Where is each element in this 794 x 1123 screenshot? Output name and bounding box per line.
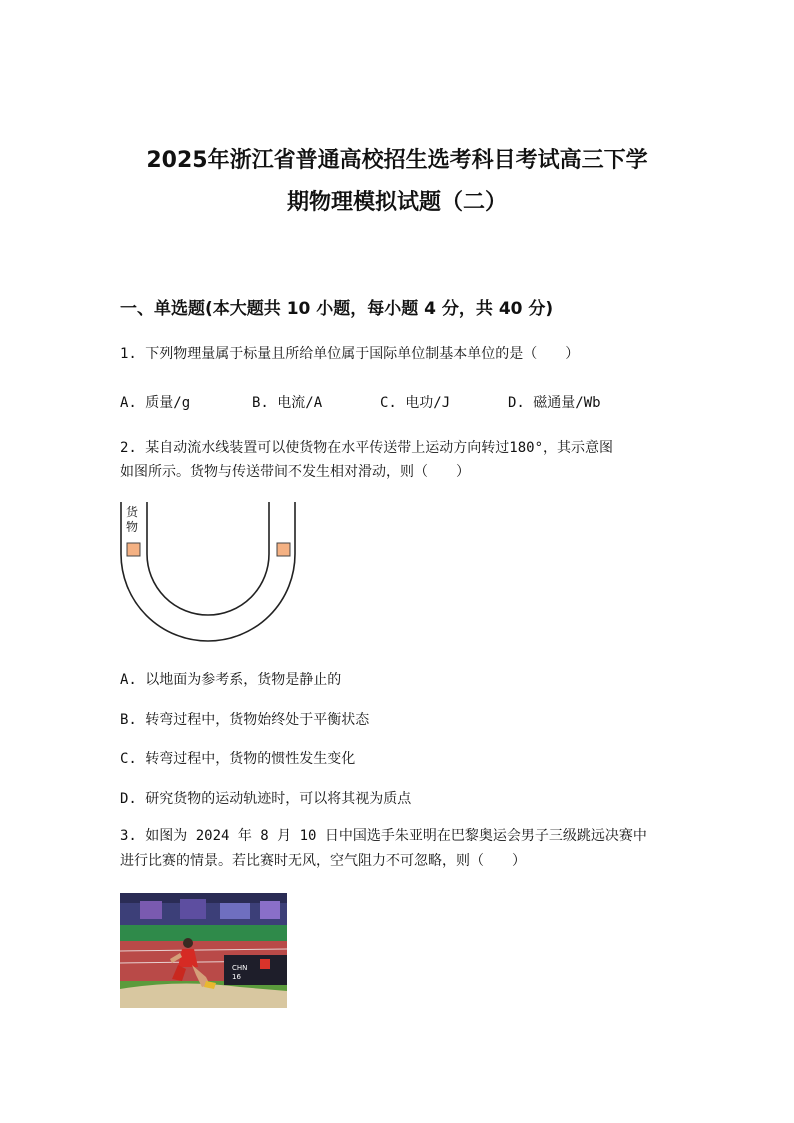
conveyor-belt-inner-edge xyxy=(147,502,269,615)
question-1-option-b: B. 电流/A xyxy=(252,395,323,411)
cargo-label: 货物 xyxy=(126,505,139,534)
question-2-option-a: A. 以地面为参考系，货物是静止的 xyxy=(120,672,342,688)
cargo-box-right xyxy=(277,543,290,556)
question-1-stem: 1. 下列物理量属于标量且所给单位属于国际单位制基本单位的是（ ） xyxy=(120,346,580,362)
document-title-line2: 期物理模拟试题（二） xyxy=(286,190,507,215)
document-title-line1: 2025年浙江省普通高校招生选考科目考试高三下学 xyxy=(146,148,648,173)
triple-jump-photo xyxy=(120,893,287,1008)
section-heading: 一、单选题(本大题共 10 小题，每小题 4 分，共 40 分) xyxy=(120,299,554,319)
question-3-stem-line1: 3. 如图为 2024 年 8 月 10 日中国选手朱亚明在巴黎奥运会男子三级跳远决赛中 xyxy=(120,828,647,844)
scoreboard-number: 16 xyxy=(232,973,241,981)
conveyor-belt-diagram xyxy=(118,500,302,646)
cargo-box-left xyxy=(127,543,140,556)
question-1-option-d: D. 磁通量/Wb xyxy=(508,395,601,411)
question-1-option-c: C. 电功/J xyxy=(380,395,451,411)
question-1-option-a: A. 质量/g xyxy=(120,395,191,411)
scoreboard-country: CHN xyxy=(232,964,248,972)
question-3-stem-line2: 进行比赛的情景。若比赛时无风，空气阻力不可忽略，则（ ） xyxy=(120,853,526,869)
question-2-stem-line1: 2. 某自动流水线装置可以使货物在水平传送带上运动方向转过180°，其示意图 xyxy=(120,440,613,456)
question-2-option-c: C. 转弯过程中，货物的惯性发生变化 xyxy=(120,751,356,767)
question-2-option-b: B. 转弯过程中，货物始终处于平衡状态 xyxy=(120,712,370,728)
question-2-stem-line2: 如图所示。货物与传送带间不发生相对滑动，则（ ） xyxy=(120,464,470,480)
question-2-option-d: D. 研究货物的运动轨迹时，可以将其视为质点 xyxy=(120,791,412,807)
